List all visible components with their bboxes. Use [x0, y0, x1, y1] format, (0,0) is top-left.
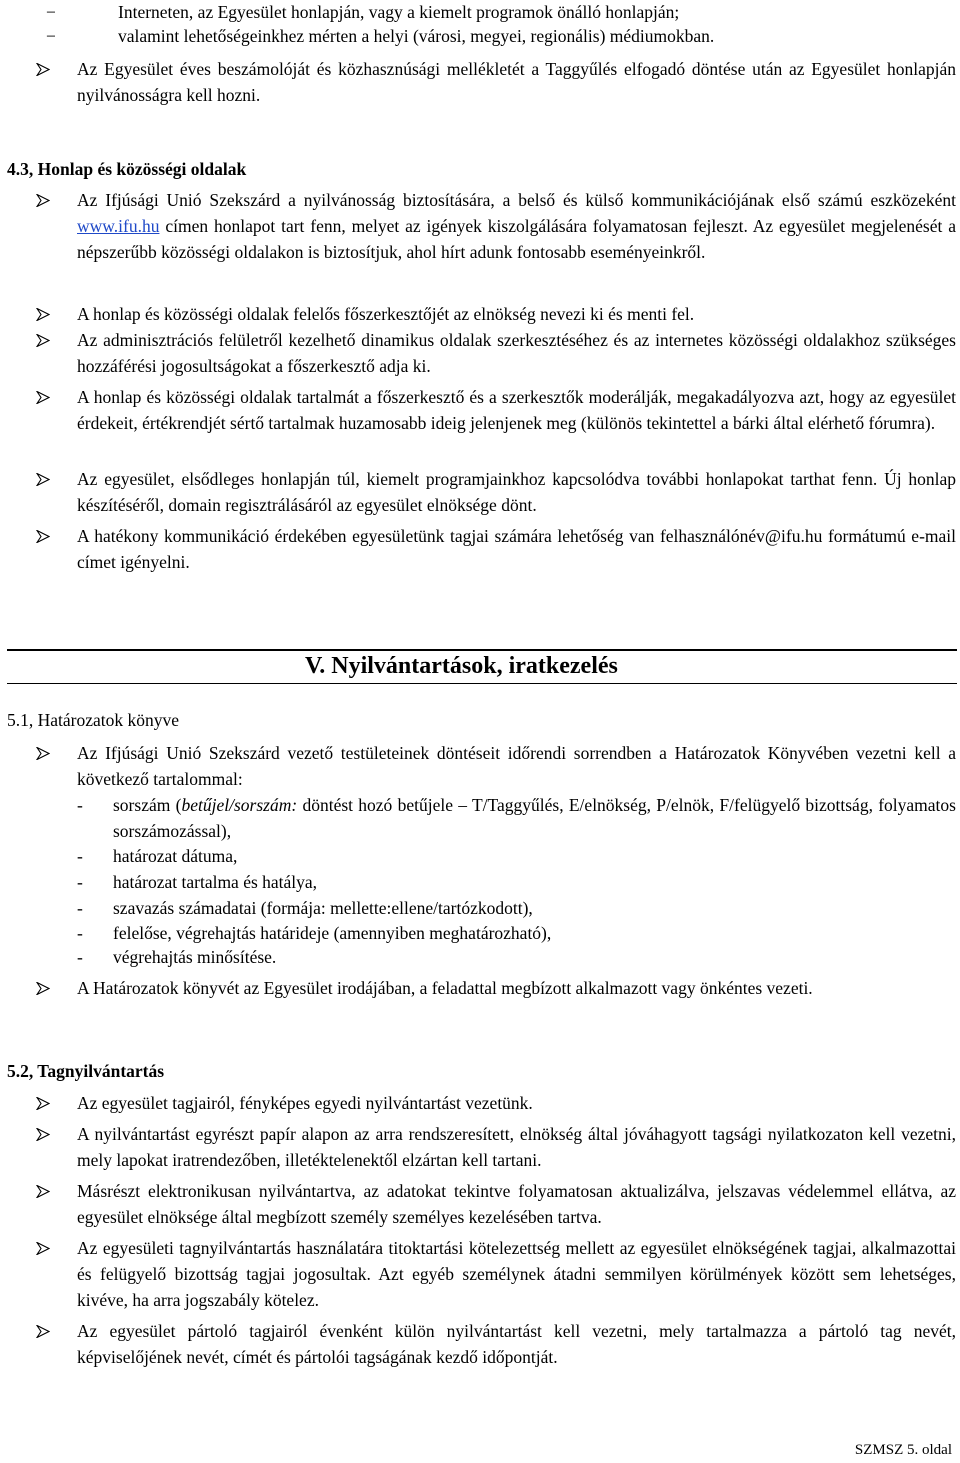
bullet-item: [0, 187, 956, 265]
arrowhead-bullet-icon: [36, 1235, 54, 1261]
arrowhead-bullet-icon: [36, 1090, 54, 1116]
bullet-text: Az adminisztrációs felületről kezelhető dinamikus oldalak szerkesztéséhez és az internetes közösségi oldalakhoz szükséges hozzáférési jogosultságokat a főszerkesztő adja ki.: [77, 330, 956, 376]
sub-item-text: szavazás számadatai (formája: mellette:ellene/tartózkodott),: [113, 898, 533, 918]
arrowhead-bullet-icon: [36, 466, 54, 492]
sub-item-text: határozat tartalma és hatálya,: [113, 872, 318, 892]
bullet-text: A Határozatok könyvét az Egyesület irodájában, a feladattal megbízott alkalmazott vagy önkéntes vezeti.: [77, 978, 813, 998]
bullet-item: [0, 1121, 956, 1173]
website-link[interactable]: www.ifu.hu: [77, 216, 160, 236]
bullet-text: Az egyesület, elsődleges honlapján túl, kiemelt programjainkhoz kapcsolódva további honlapokat tarthat fenn. Új honlap készítéséről, domain regisztrálásáról az egyesület elnöksége dönt.: [77, 469, 956, 515]
chapter-title: V. Nyilvántartások, iratkezelés: [305, 653, 618, 679]
sub-item-text: határozat dátuma,: [113, 846, 238, 866]
dash-marker: −: [46, 2, 56, 22]
bullet-item: [0, 466, 956, 518]
arrowhead-bullet-icon: [36, 523, 54, 549]
arrowhead-bullet-icon: [36, 975, 54, 1001]
sub-list-item: [0, 869, 956, 895]
sub-item-italic: betűjel/sorszám:: [181, 795, 298, 815]
dash-marker: -: [77, 923, 83, 943]
bullet-text-part: Az Ifjúsági Unió Szekszárd a nyilvánosság biztosítására, a belső és külső kommunikációjának első számú eszközeként: [77, 190, 956, 210]
sub-list-item: [0, 944, 956, 970]
arrowhead-bullet-icon: [36, 1318, 54, 1344]
arrowhead-bullet-icon: [36, 1178, 54, 1204]
bullet-item: [0, 523, 956, 575]
sub-item-text-part: sorszám (: [113, 795, 182, 815]
chapter-bottom-rule: [7, 683, 957, 684]
arrowhead-bullet-icon: [36, 327, 54, 353]
page-footer: SZMSZ 5. oldal: [854, 1442, 952, 1458]
bullet-item: [0, 1235, 956, 1313]
bullet-text: A honlap és közösségi oldalak tartalmát a főszerkesztő és a szerkesztők moderálják, megakadályozva azt, hogy az egyesület érdekeit, értékrendjét sértő tartalmak huzamosabb ideig jelenjenek meg (különös tekintettel a bárki által elérhető fórumra).: [77, 387, 956, 433]
bullet-text: A nyilvántartást egyrészt papír alapon az arra rendszeresített, elnökség által jóváhagyott tagsági nyilatkozaton kell vezetni, mely lapokat iratrendezőben, illetéktelenektől elzártan kell tartani.: [77, 1124, 956, 1170]
bullet-item: [0, 301, 956, 327]
list-item-text: valamint lehetőségeinkhez mérten a helyi (városi, megyei, regionális) médiumokban.: [118, 26, 715, 46]
sub-item-text: felelőse, végrehajtás határideje (amennyiben meghatározható),: [113, 923, 552, 943]
sub-item-text-part: döntést hozó betűjele – T/Taggyűlés, E/elnökség, P/elnök, F/felügyelő bizottság, folyamatos sorszámozással),: [113, 795, 956, 841]
bullet-item: [0, 740, 956, 792]
dash-marker: -: [77, 846, 83, 866]
bullet-item: [0, 975, 956, 1001]
bullet-item: [0, 1178, 956, 1230]
bullet-text: Az Ifjúsági Unió Szekszárd vezető testületeinek döntéseit időrendi sorrendben a Határozatok Könyvében vezetni kell a következő tartalommal:: [77, 743, 956, 789]
sub-list-item: [0, 843, 956, 869]
dash-marker: -: [77, 795, 83, 815]
sub-list-item: [0, 792, 956, 844]
bullet-text: Az egyesület tagjairól, fényképes egyedi nyilvántartást vezetünk.: [77, 1093, 533, 1113]
dash-marker: -: [77, 898, 83, 918]
list-item-text: Interneten, az Egyesület honlapján, vagy a kiemelt programok önálló honlapján;: [118, 2, 680, 22]
bullet-text: Az Egyesület éves beszámolóját és közhasznúsági mellékletét a Taggyűlés elfogadó döntése után az Egyesület honlapján nyilvánosságra kell hozni.: [77, 59, 956, 105]
sub-list-item: [0, 920, 956, 946]
bullet-text: Az egyesület pártoló tagjairól évenként külön nyilvántartást kell vezetni, mely tartalmazza a pártoló tag nevét, képviselőjének nevét, címét és pártolói tagságának kezdő időpontját.: [77, 1321, 956, 1367]
section-heading-4-3: 4.3, Honlap és közösségi oldalak: [7, 159, 247, 179]
bullet-item: [0, 384, 956, 436]
arrowhead-bullet-icon: [36, 1121, 54, 1147]
bullet-item: [0, 327, 956, 379]
bullet-text: A honlap és közösségi oldalak felelős főszerkesztőjét az elnökség nevezi ki és menti fel.: [77, 304, 695, 324]
arrowhead-bullet-icon: [36, 384, 54, 410]
dash-marker: -: [77, 872, 83, 892]
bullet-item: [0, 1090, 956, 1116]
bullet-item: [0, 1318, 956, 1370]
section-heading-5-1: 5.1, Határozatok könyve: [7, 710, 180, 730]
bullet-text: [77, 187, 956, 265]
bullet-text-part: címen honlapot tart fenn, melyet az igények kiszolgálására folyamatosan fejleszt. Az egyesület megjelenését a népszerűbb közösségi oldalakon is biztosítjuk, ahol hírt adunk fontosabb eseményeinkről.: [77, 216, 956, 262]
bullet-text: Másrészt elektronikusan nyilvántartva, az adatokat tekintve folyamatosan aktualizálva, jelszavas védelemmel ellátva, az egyesület elnöksége által megbízott személy személyes kezelésében tartva.: [77, 1181, 956, 1227]
dash-marker: -: [77, 947, 83, 967]
arrowhead-bullet-icon: [36, 187, 54, 213]
dash-marker: −: [46, 26, 56, 46]
bullet-text: Az egyesületi tagnyilvántartás használatára titoktartási kötelezettség mellett az egyesület elnökségének tagjai, alkalmazottai és felügyelő bizottság tagjai jogosultak. Azt egyéb személynek átadni semmilyen körülmények között sem lehetséges, kivéve, ha arra jogszabály kötelez.: [77, 1238, 956, 1310]
arrowhead-bullet-icon: [36, 56, 54, 82]
section-heading-5-2: 5.2, Tagnyilvántartás: [7, 1061, 165, 1081]
sub-list-item: [0, 895, 956, 921]
sub-item-text: végrehajtás minősítése.: [113, 947, 277, 967]
bullet-text: A hatékony kommunikáció érdekében egyesületünk tagjai számára lehetőség van felhasználónév@ifu.hu formátumú e-mail címet igényelni.: [77, 526, 956, 572]
sub-item-text: [113, 792, 956, 844]
arrowhead-bullet-icon: [36, 740, 54, 766]
arrowhead-bullet-icon: [36, 301, 54, 327]
bullet-item: [0, 56, 956, 108]
